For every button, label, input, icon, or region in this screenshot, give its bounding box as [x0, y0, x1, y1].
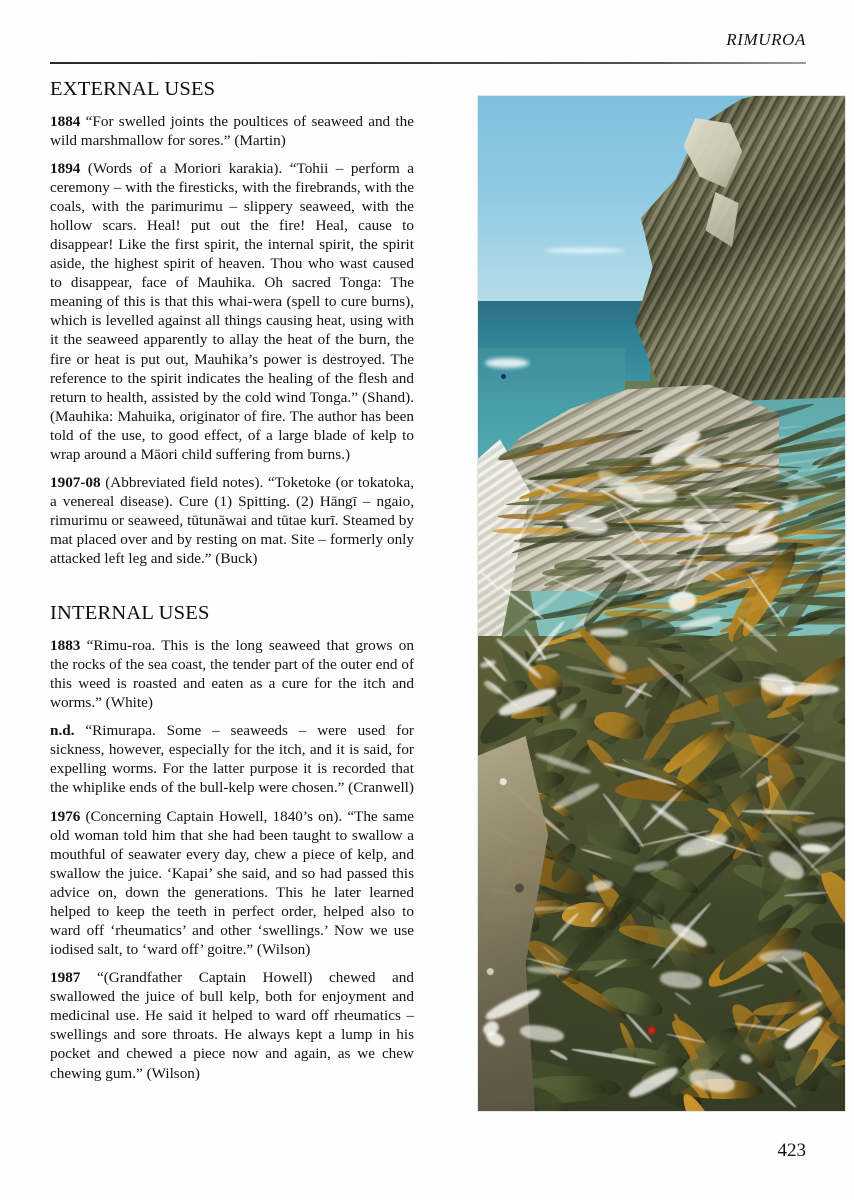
red-marker	[647, 1026, 656, 1035]
foam-splash	[634, 860, 669, 874]
entry-text: “Rimu-roa. This is the long seaweed that grows on the rocks of the sea coast, the tender part of the outer end of this weed is roasted and eaten as a cure for the itch and worms.” (White)	[50, 636, 414, 712]
entry-text: “For swelled joints the poultices of seaweed and the wild marshmallow for sores.” (Martin)	[50, 112, 414, 149]
foam-splash	[798, 1001, 823, 1017]
foam-splash	[564, 511, 610, 537]
foam-splash	[615, 481, 678, 506]
entry-nd	[50, 721, 414, 797]
entry-1894	[50, 159, 414, 464]
foam-splash	[626, 1064, 680, 1102]
foam-splash	[669, 920, 709, 950]
entry-year: 1987	[50, 969, 81, 987]
foam-splash	[527, 966, 569, 976]
foam-splash	[557, 701, 578, 721]
coastal-kelp-photograph	[478, 96, 845, 1111]
foam-splash	[535, 751, 593, 776]
foam-splash	[483, 679, 503, 695]
entry-year: n.d.	[50, 722, 75, 740]
foam-splash	[780, 493, 801, 515]
photo-foreground-layer	[478, 96, 845, 1111]
text-column	[50, 78, 414, 1092]
foam-splash	[781, 683, 839, 695]
entry-1987	[50, 968, 414, 1082]
foam-splash	[687, 1067, 736, 1096]
foam-splash	[680, 515, 706, 538]
running-head: RIMUROA	[726, 30, 806, 49]
foam-splash	[551, 781, 600, 813]
foam-splash	[739, 1053, 754, 1066]
foam-splash	[659, 970, 702, 990]
entry-text: (Concerning Captain Howell, 1840’s on). “The same old woman told him that she had been taught to swallow a mouthful of seawater every day, chew a piece of kelp, and swallow the juice. ‘Kapai’ she said, and so had passed this advice on, down the generations. This he later learned helped to keep the teeth in perfect order, helped also to ward off ‘rheumatics’ and other ‘swellings.’ Now we use iodised salt, to ‘ward off’ goitre.” (Wilson)	[50, 807, 414, 959]
entry-1884	[50, 112, 414, 150]
entry-text: (Abbreviated field notes). “Toketoke (or tokatoka, a venereal disease). Cure (1) Spitting. (2) Hāngī – ngaio, rimurimu or seaweed, tūtunāwai and tūtae kurī. Steamed by mat placed over and by resting on mat. Site – formerly only attacked left leg and side.” (Buck)	[50, 473, 414, 568]
foam-splash	[590, 627, 628, 636]
entry-1976	[50, 807, 414, 960]
foam-splash	[675, 830, 730, 861]
entry-text: “Rimurapa. Some – seaweeds – were used for sickness, however, especially for the itch, and it is said, for expelling worms. For the latter purpose it is recorded that the whiplike ends of the bull-kelp were chosen.” (Cranwell)	[50, 722, 414, 797]
entry-1907-08	[50, 473, 414, 568]
foam-splash	[605, 653, 630, 676]
foam-splash	[586, 878, 615, 893]
foam-splash	[781, 1012, 826, 1053]
page-number: 423	[777, 1140, 806, 1161]
section-heading-external: EXTERNAL USES	[50, 78, 216, 100]
foam-splash	[765, 847, 808, 884]
entry-text: “(Grandfather Captain Howell) chewed and swallowed the juice of bull kelp, both for enjoyment and medicinal use. He said it helped to ward off rheumatics – swellings and sore throats. He always kept a lump in his pocket and chewed a piece now and again, as we chew chewing gum.” (Wilson)	[50, 969, 414, 1082]
entry-text: (Words of a Moriori karakia). “Tohii – perform a ceremony – with the firesticks, with the firebrands, with the coals, with the parimurimu – slippery seaweed, with the hollow scars. Heal! put out the fire! Heal, cause to disappear! Like the first spirit, the internal spirit, the spirit aside, the highest spirit of heaven. Thou who wast caused to disappear, face of Mauhika. Oh sacred Tonga: The meaning of this is that this whai-wera (spell to cure burns), which is levelled against all things causing heat, using with it the seaweed apparently to allay the heat of the burn, the fire or heat is put out, Mauhika’s power is destroyed. The reference to the spirit indicates the healing of the flesh and return to health, assisted by the cold wind Tonga.” (Shand). (Mauhika: Mahuika, originator of fire. The author has been told of the use, to good effect, of a large blade of kelp to wrap around a Māori child suffering from burns.)	[50, 159, 414, 463]
entry-year: 1894	[50, 159, 81, 177]
foam-splash	[679, 614, 722, 632]
foam-splash	[495, 637, 543, 680]
foam-splash	[797, 820, 845, 838]
header-rule	[50, 62, 806, 64]
foam-splash	[668, 591, 697, 613]
entry-year: 1883	[50, 636, 81, 654]
foam-splash	[758, 948, 804, 963]
foreground-rock-texture	[478, 736, 632, 1111]
foam-splash	[497, 685, 559, 720]
entry-year: 1907-08	[50, 473, 101, 491]
section-heading-internal: INTERNAL USES	[50, 602, 210, 625]
foam-splash	[684, 455, 722, 471]
foam-splash	[800, 843, 829, 855]
entry-1883	[50, 636, 414, 712]
foam-splash	[650, 803, 690, 833]
entry-year: 1976	[50, 807, 81, 825]
entry-year: 1884	[50, 112, 81, 130]
foam-splash	[480, 659, 497, 669]
